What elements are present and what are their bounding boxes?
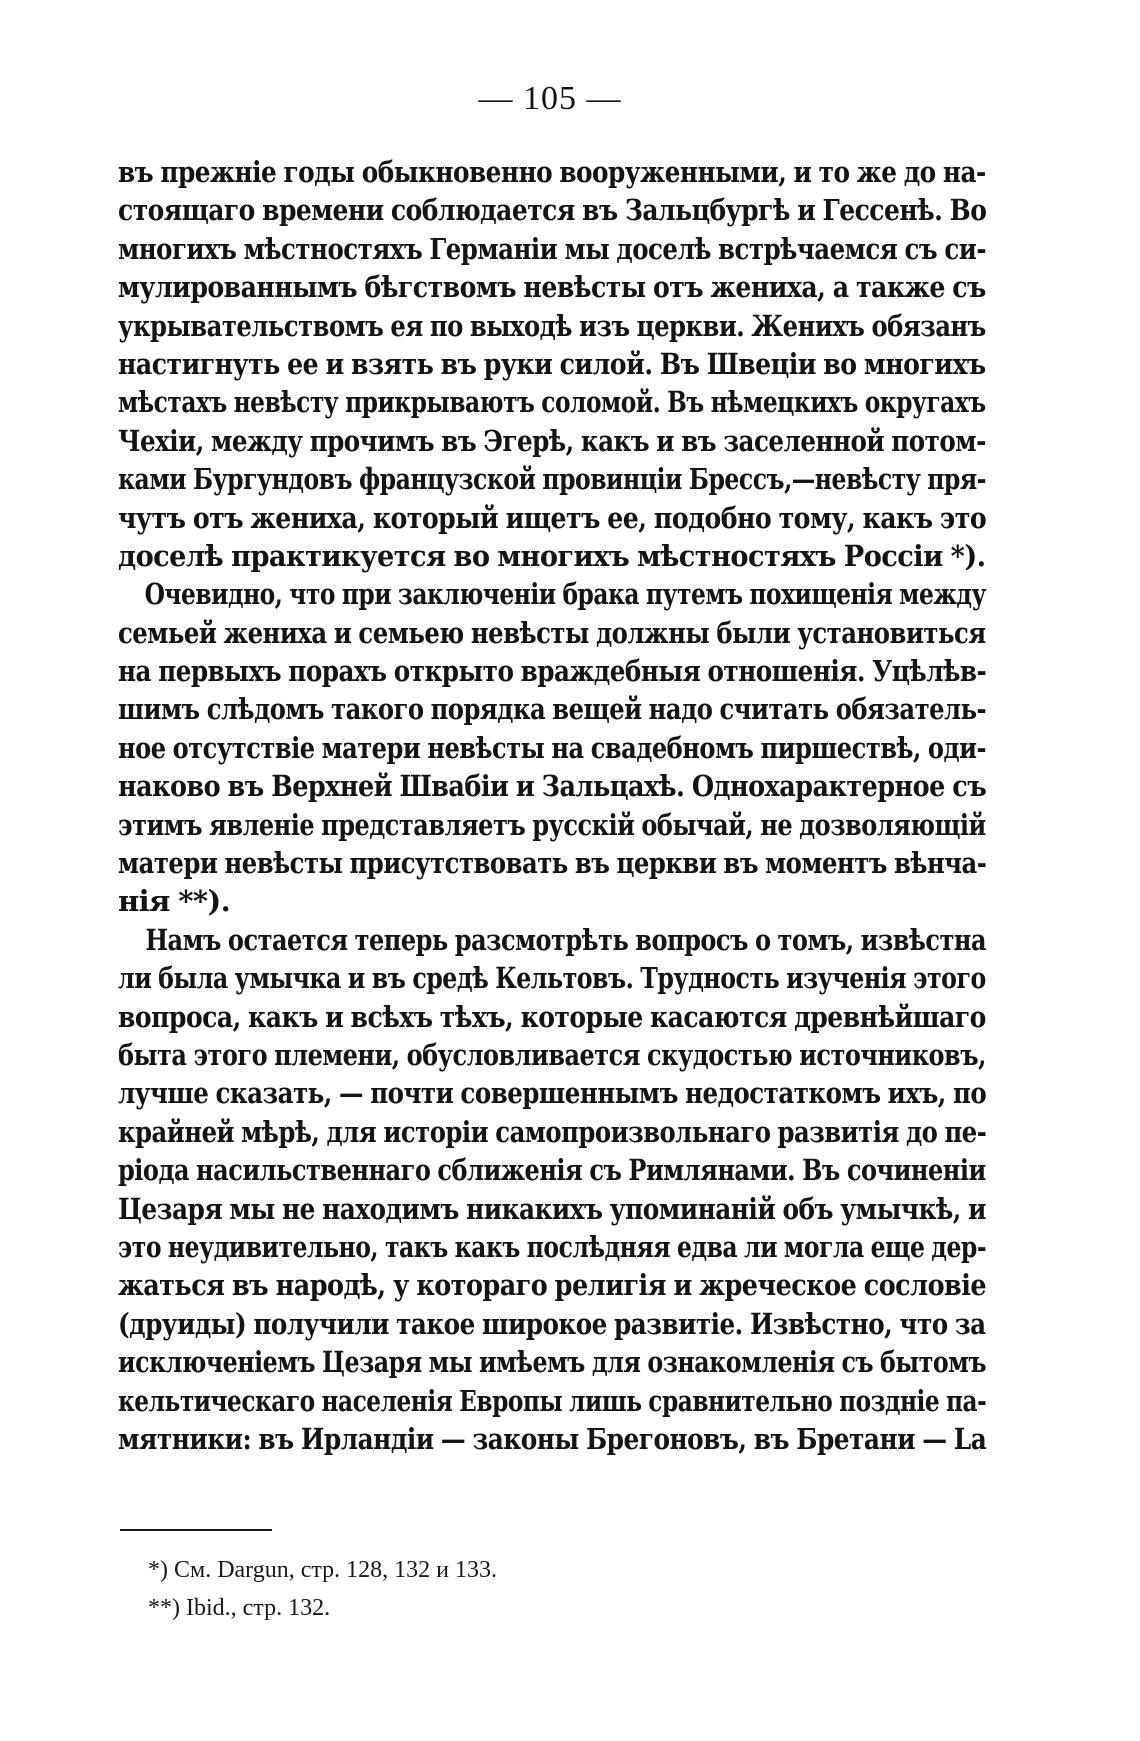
text-line: многихъ мѣстностяхъ Германіи мы доселѣ встрѣчаемся съ си- [118,231,987,266]
text-line: это неудивительно, такъ какъ послѣдняя едва ли могла еще дер- [118,1229,987,1264]
text-line: Очевидно, что при заключеніи брака путемъ похищенія между [144,577,986,612]
text-line: ли была умычка и въ средѣ Кельтовъ. Трудность изученія этого [118,961,986,996]
text-line: жаться въ народѣ, у котораго религія и жреческое сословіе [118,1268,987,1303]
text-line: крайней мѣрѣ, для исторіи самопроизвольнаго развитія до пе- [118,1114,987,1149]
text-line: чутъ отъ жениха, который ищетъ ее, подобно тому, какъ это [118,500,987,535]
text-line: вопроса, какъ и всѣхъ тѣхъ, которые касаются древнѣйшаго [118,999,986,1034]
body-text [118,153,986,1458]
text-line: настигнуть ее и взять въ руки силой. Въ Швеціи во многихъ [118,346,986,381]
text-line: кельтическаго населенія Европы лишь сравнительно поздніе па- [118,1383,987,1418]
text-line: мулированнымъ бѣгствомъ невѣсты отъ жениха, а также съ [118,270,986,305]
footnote: **) Ibid., стр. 132. [148,1595,331,1621]
text-line: шимъ слѣдомъ такого порядка вещей надо считать обязатель- [118,692,987,727]
text-line: ріода насильственнаго сближенія съ Римлянами. Въ сочиненіи [118,1153,986,1188]
text-line: (друиды) получили такое широкое развитіе. Извѣстно, что за [118,1306,986,1341]
text-line: быта этого племени, обусловливается скудостью источниковъ, [118,1037,986,1072]
text-line: ками Бургундовъ французской провинціи Брессъ,—невѣсту пря- [118,462,987,497]
text-line: этимъ явленіе представляетъ русскій обычай, не дозволяющій [118,807,986,842]
text-line: семьей жениха и семьею невѣсты должны были установиться [118,615,986,650]
text-line: матери невѣсты присутствовать въ церкви въ моментъ вѣнча- [118,846,987,881]
text-line: Цезаря мы не находимъ никакихъ упоминаній объ умычкѣ, и [118,1191,987,1226]
text-line: ное отсутствіе матери невѣсты на свадебномъ пиршествѣ, оди- [118,730,986,765]
footnote-divider [120,1529,272,1531]
footnotes [148,1551,848,1627]
text-line: мѣстахъ невѣсту прикрываютъ соломой. Въ нѣмецкихъ округахъ [118,385,986,420]
text-line: доселѣ практикуется во многихъ мѣстностяхъ Россіи *). [118,538,986,573]
text-line: на первыхъ порахъ открыто враждебныя отношенія. Уцѣлѣв- [118,654,987,689]
text-line: Чехіи, между прочимъ въ Эгерѣ, какъ и въ заселенной потом- [118,423,986,458]
text-line: лучше сказать, — почти совершеннымъ недостаткомъ ихъ, по [118,1076,987,1111]
page-number: — 105 — [478,80,622,117]
text-line: въ прежніе годы обыкновенно вооруженными, и то же до на- [118,155,986,189]
text-line: стоящаго времени соблюдается въ Зальцбургѣ и Гессенѣ. Во [118,193,987,228]
text-line: наково въ Верхней Швабіи и Зальцахѣ. Однохарактерное съ [118,769,987,804]
footnote: *) См. Dargun, стр. 128, 132 и 133. [148,1557,498,1583]
text-line: укрывательствомъ ея по выходѣ изъ церкви. Женихъ обязанъ [118,308,986,343]
text-line: мятники: въ Ирландіи — законы Брегоновъ, въ Бретани — La [118,1421,987,1456]
text-line: нія **). [118,884,231,919]
text-line: исключеніемъ Цезаря мы имѣемъ для ознакомленія съ бытомъ [118,1345,987,1380]
text-line: Намъ остается теперь разсмотрѣть вопросъ о томъ, извѣстна [145,922,987,957]
